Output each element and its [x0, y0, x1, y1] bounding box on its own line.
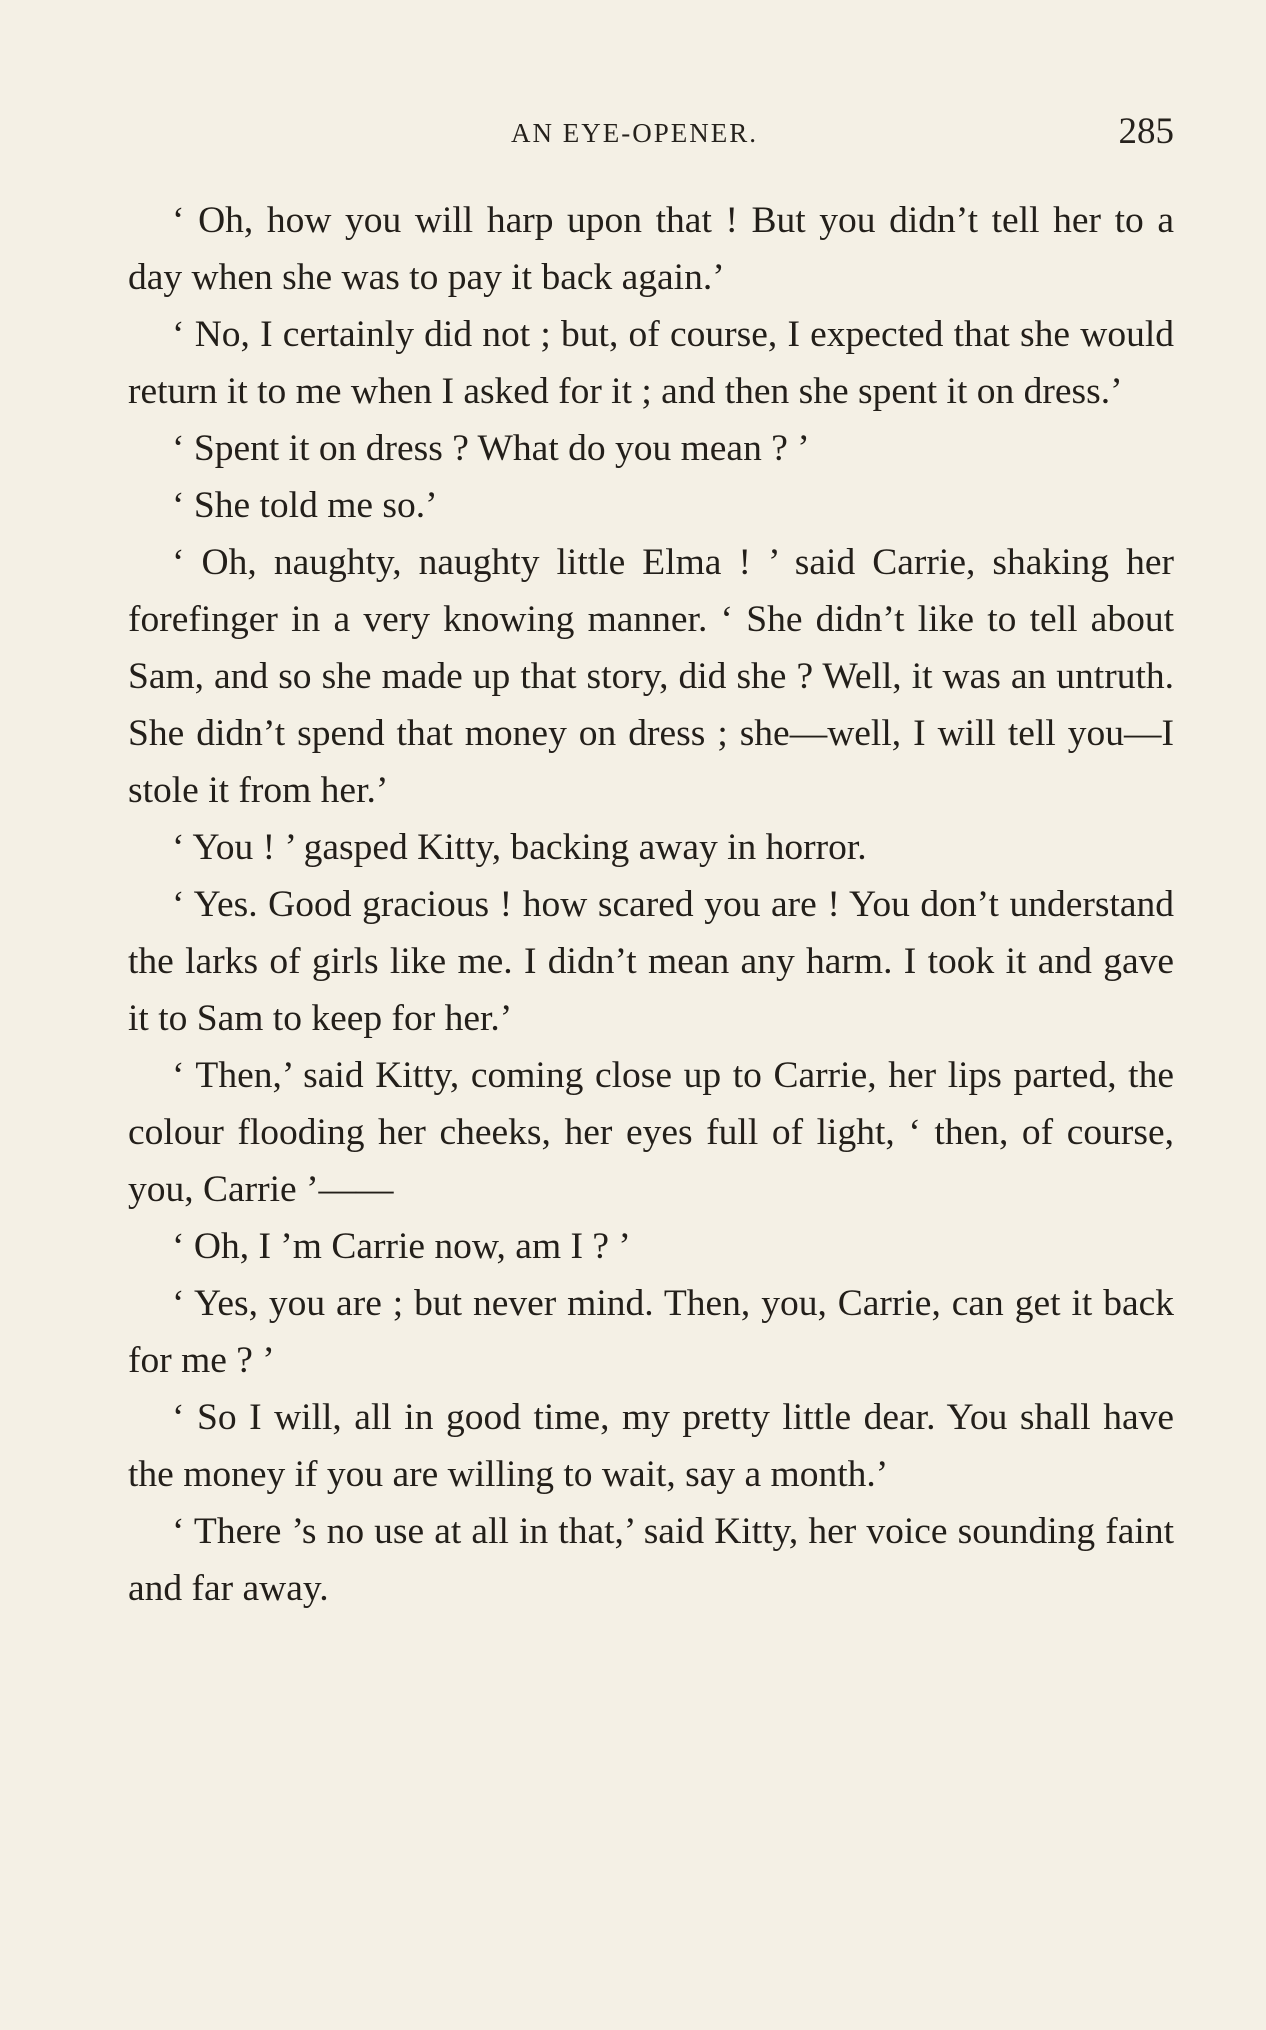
paragraph: ‘ Oh, naughty, naughty little Elma ! ’ said Carrie, shaking her forefinger in a very knowing manner. ‘ She didn’t like to tell about Sam, and so she made up that story, did she ? Well, it was an untruth. She didn’t spend that money on dress ; she—well, I will tell you—I stole it from her.’: [128, 542, 1174, 811]
paragraph: ‘ Spent it on dress ? What do you mean ? ’: [172, 428, 810, 469]
paragraph: ‘ Then,’ said Kitty, coming close up to Carrie, her lips parted, the colour flooding her cheeks, her eyes full of light, ‘ then, of course, you, Carrie ’——: [128, 1055, 1174, 1210]
paragraph: ‘ You ! ’ gasped Kitty, backing away in horror.: [172, 827, 867, 868]
running-head: AN EYE-OPENER.: [511, 118, 758, 148]
paragraph: ‘ She told me so.’: [172, 485, 438, 526]
paragraph: ‘ There ’s no use at all in that,’ said Kitty, her voice sounding faint and far away.: [128, 1511, 1174, 1609]
paragraph: ‘ So I will, all in good time, my pretty little dear. You shall have the money if you are willing to wait, say a month.’: [128, 1397, 1174, 1495]
body-text: [128, 192, 1174, 1617]
paragraph: ‘ Yes. Good gracious ! how scared you are ! You don’t understand the larks of girls like me. I didn’t mean any harm. I took it and gave it to Sam to keep for her.’: [128, 884, 1174, 1039]
page-header: [128, 110, 1174, 158]
paragraph: ‘ Yes, you are ; but never mind. Then, you, Carrie, can get it back for me ? ’: [128, 1283, 1174, 1381]
page-number: 285: [1118, 111, 1174, 152]
paragraph: ‘ Oh, how you will harp upon that ! But you didn’t tell her to a day when she was to pay it back again.’: [128, 200, 1174, 298]
paragraph: ‘ Oh, I ’m Carrie now, am I ? ’: [172, 1226, 631, 1267]
paragraph: ‘ No, I certainly did not ; but, of course, I expected that she would return it to me when I asked for it ; and then she spent it on dress.’: [128, 314, 1174, 412]
